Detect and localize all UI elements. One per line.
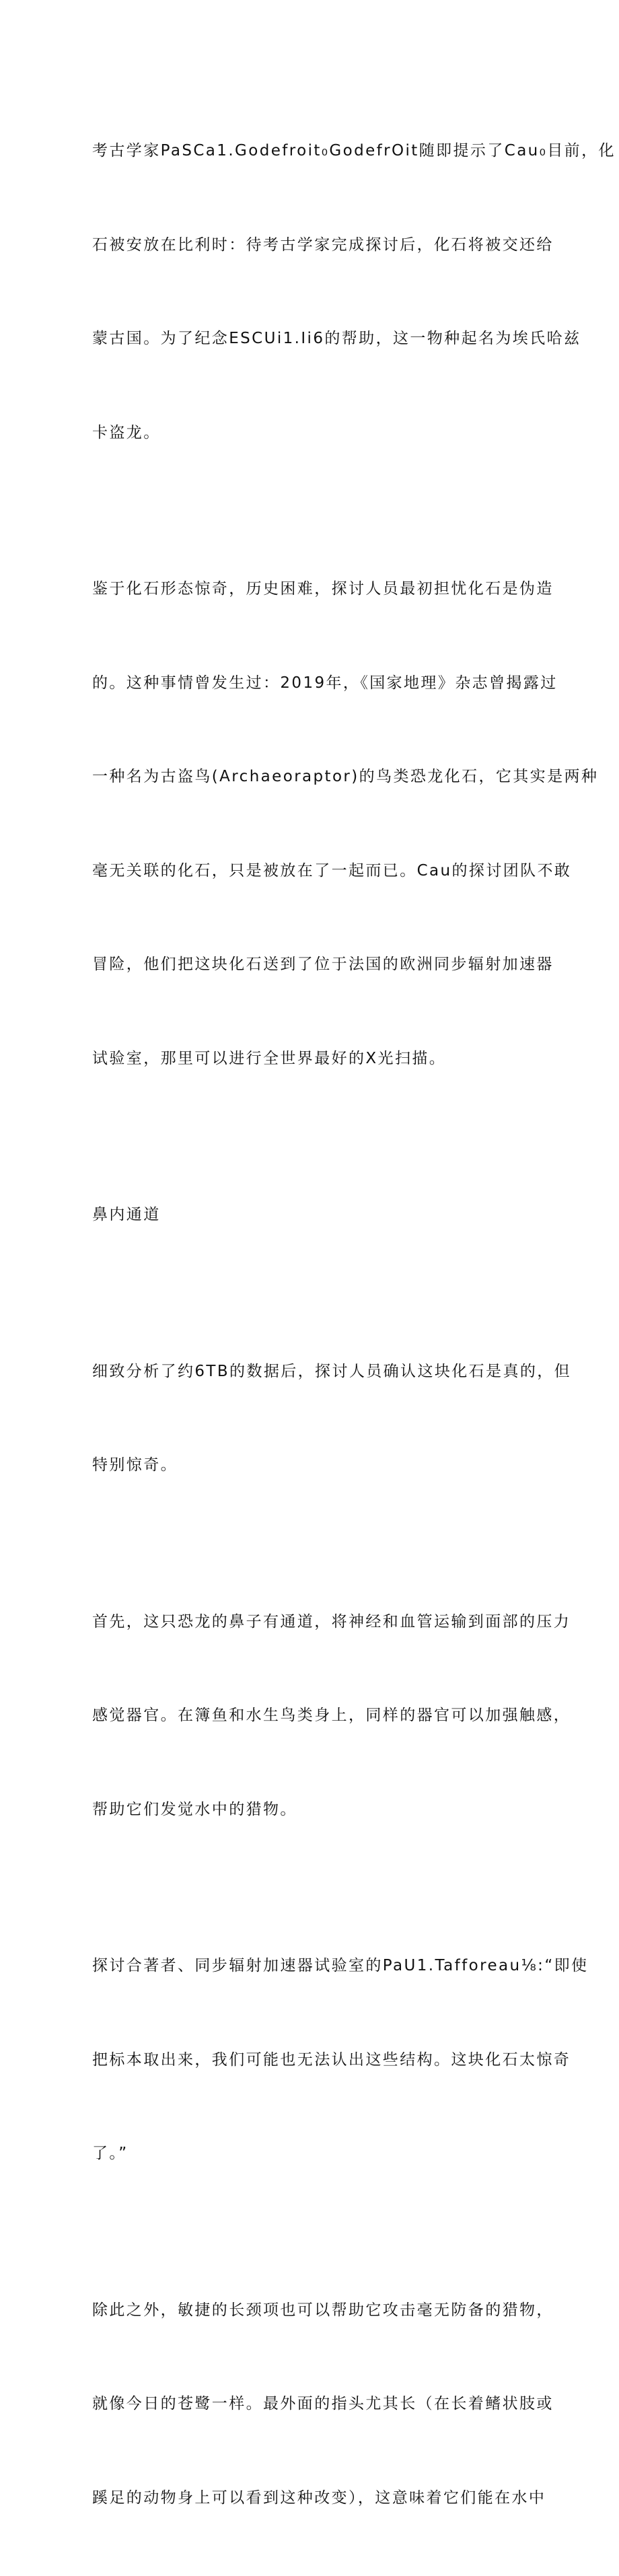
text-line: 冒险，他们把这块化石送到了位于法国的欧洲同步辐射加速器: [92, 949, 530, 980]
text-line: 除此之外，敏捷的长颈项也可以帮助它攻击毫无防备的猎物，: [92, 2295, 530, 2326]
text-line: 石被安放在比利时：待考古学家完成探讨后，化石将被交还给: [92, 229, 530, 261]
text-line: 鉴于化石形态惊奇，历史困难，探讨人员最初担忧化石是伪造: [92, 573, 530, 605]
text-line: 蹊足的动物身上可以看到这种改变），这意味着它们能在水中: [92, 2482, 530, 2514]
text-line: 考古学家PaSCa1.Godefroit₀GodefrOit随即提示了Cau₀目前，化: [92, 135, 530, 167]
text-line: 帮助它们发觉水中的猎物。: [92, 1794, 530, 1826]
text-line: 就像今日的苍鹭一样。最外面的指头尤其长（在长着鳍状肢或: [92, 2388, 530, 2420]
paragraph-nose-channels: [92, 1544, 530, 1888]
text-line: 的。这种事情曾发生过：2019年，《国家地理》杂志曾揭露过: [92, 668, 530, 699]
section-heading: [92, 1137, 530, 1293]
paragraph-neck-fingers: [92, 2232, 530, 2576]
text-line: 感觉器官。在簿鱼和水生鸟类身上，同样的器官可以加强触感，: [92, 1700, 530, 1731]
text-line: 试验室，那里可以进行全世界最好的X光扫描。: [92, 1043, 530, 1075]
text-line: 探讨合著者、同步辐射加速器试验室的PaU1.Tafforeau⅛:“即使: [92, 1950, 530, 1982]
paragraph-naming: [92, 73, 530, 511]
text-line: 特别惊奇。: [92, 1450, 530, 1481]
text-line: 把标本取出来，我们可能也无法认出这些结构。这块化石太惊奇: [92, 2044, 530, 2076]
text-line: 毫无关联的化石，只是被放在了一起而已。Cau的探讨团队不敢: [92, 855, 530, 887]
paragraph-data-analysis: [92, 1293, 530, 1544]
document-body: [92, 73, 530, 2576]
text-line: 卡盗龙。: [92, 417, 530, 449]
text-line: 首先，这只恐龙的鼻子有通道，将神经和血管运输到面部的压力: [92, 1606, 530, 1638]
text-line: 了。”: [92, 2138, 530, 2170]
paragraph-quote: [92, 1888, 530, 2232]
document-page: [0, 0, 619, 875]
text-line: 鼻内通道: [92, 1199, 530, 1231]
text-line: 细致分析了约6TB的数据后，探讨人员确认这块化石是真的，但: [92, 1356, 530, 1388]
text-line: 蒙古国。为了纪念ESCUi1.Ii6的帮助，这一物种起名为埃氏哈兹: [92, 323, 530, 355]
text-line: 一种名为古盗鸟(Archaeoraptor)的鸟类恐龙化石，它其实是两种: [92, 761, 530, 793]
paragraph-forgery-concern: [92, 511, 530, 1137]
